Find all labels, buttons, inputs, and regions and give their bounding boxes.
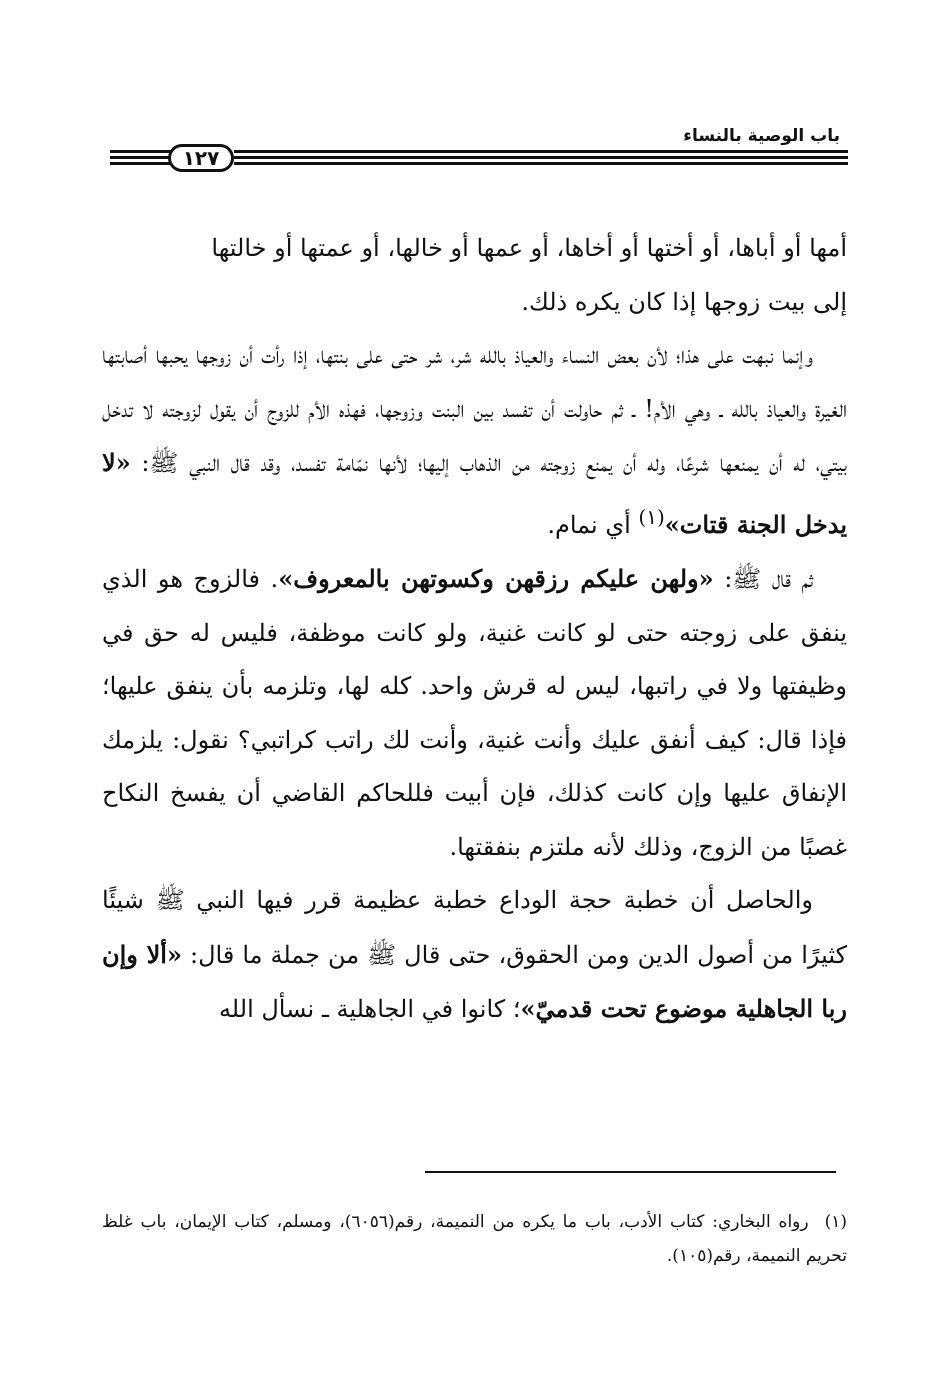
- hadith-quote-1: «لا يدخل الجنة قتات»: [102, 448, 847, 539]
- paragraph-2-text-a: وإنما نبهت على هذا؛ لأن بعض النساء والعياذ بالله شر، شر حتى على بنتها، إذا رأت أن زوجها يحبها أصابتها الغيرة والعياذ بالله ـ وهي الأم! ـ ثم حاولت أن تفسد بين البنت وزوجها، فهذه الأم للزوج أن يقول لزوجته لا تدخل بيتي، له أن يمنعها شرعًا، وله أن يمنع زوجته من الذهاب إليها؛ لأنها نمّامة تفسد، وقد قال النبي ﷺ:: [102, 341, 848, 477]
- footnote-item: [102, 1205, 847, 1273]
- paragraph-4: [102, 874, 847, 1037]
- footnote-text: رواه البخاري: كتاب الأدب، باب ما يكره من النميمة، رقم(٦٠٥٦)، ومسلم، كتاب الإيمان، باب غلظ تحريم النميمة، رقم(١٠٥).: [102, 1212, 847, 1266]
- paragraph-4-text-a: والحاصل أن خطبة حجة الوداع خطبة عظيمة قرر فيها النبي ﷺ شيئًا كثيرًا من أصول الدين ومن الحقوق، حتى قال ﷺ من جملة ما قال:: [102, 886, 848, 969]
- chapter-title: باب الوصية بالنساء: [683, 126, 840, 146]
- hadith-quote-3: «ألا وإن ربا الجاهلية موضوع تحت قدميّ»: [102, 939, 847, 1023]
- paragraph-3-text-b: . فالزوج هو الذي ينفق على زوجته حتى لو كانت غنية، ولو كانت موظفة، فليس له حق في وظيفتها ولا في راتبها، ليس له قرش واحد. كله لها، وتلزمه بأن ينفق عليها؛ فإذا قال: كيف أنفق عليك وأنت غنية، وأنت لك راتب كراتبي؟ نقول: يلزمك الإنفاق عليها وإن كانت كذلك، فإن أبيت فللحاكم القاضي أن يفسخ النكاح غصبًا من الزوج، وذلك لأنه ملتزم بنفقتها.: [102, 565, 848, 861]
- footnote-ref-1[interactable]: (١): [638, 504, 665, 529]
- page-number-badge: [168, 144, 234, 172]
- paragraph-1-line-2: إلى بيت زوجها إذا كان يكره ذلك.: [521, 287, 847, 316]
- paragraph-3: [102, 552, 847, 874]
- paragraph-3-text-a: ثم قال ﷺ:: [713, 565, 814, 593]
- paragraph-2-text-b: أي نمام.: [547, 510, 639, 539]
- hadith-quote-2: «ولهن عليكم رزقهن وكسوتهن بالمعروف»: [278, 564, 714, 593]
- paragraph-4-text-b: ؛ كانوا في الجاهلية ـ نسأل الله: [218, 995, 521, 1023]
- footnotes: [102, 1205, 847, 1273]
- paragraph-2: [102, 329, 847, 552]
- footnote-separator: [425, 1171, 836, 1173]
- main-text: [102, 222, 847, 1037]
- header-rule: [110, 144, 848, 172]
- paragraph-1-line-1: أمها أو أباها، أو أختها أو أخاها، أو عمها أو خالها، أو عمتها أو خالتها: [211, 234, 847, 262]
- paragraph-1: [102, 222, 847, 329]
- header-rule-left: [110, 150, 172, 166]
- footnote-number: (١): [824, 1212, 848, 1232]
- header-rule-right: [234, 150, 848, 166]
- page-number: ١٢٧: [182, 146, 220, 170]
